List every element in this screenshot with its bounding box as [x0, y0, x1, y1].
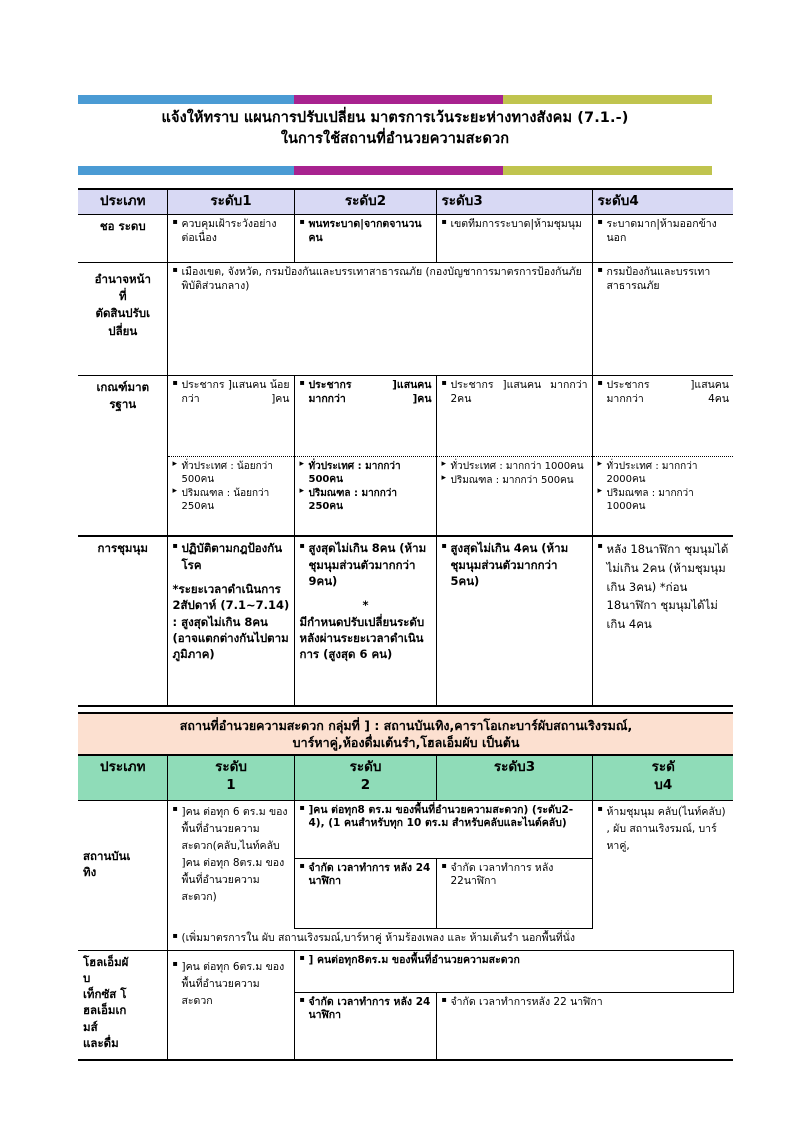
- row-label-gathering: การชุมนุม: [78, 536, 167, 706]
- row-entertainment-top: [78, 800, 733, 858]
- bullet-item: ▪ จำกัด เวลาทำการหลัง 22 นาฬิกา: [442, 996, 730, 1010]
- header-level-3-2: ระดับ3: [436, 755, 592, 800]
- header-line: 2: [360, 776, 371, 793]
- bullet-item: ▸ ปริมณฑล : มากกว่า 1000คน: [598, 487, 730, 513]
- bullet-item: ▪ สูงสุดไม่เกิน 8คน (ห้ามชุมนุมส่วนตัวมากกว่า 9คน): [300, 540, 432, 589]
- row-label-line: อำนาจหน้า: [94, 271, 151, 286]
- header-level-2-2: [294, 755, 436, 800]
- rule-segment-olive-2: [503, 166, 712, 175]
- measures-table: [78, 188, 733, 707]
- decorative-rule-bottom: [78, 166, 712, 175]
- cell-gathering-2: [294, 536, 436, 706]
- header-type-2: ประเภท: [78, 755, 167, 800]
- header-level-2: ระดับ2: [294, 189, 436, 214]
- cell-criteria-sub-4: [592, 456, 733, 536]
- row-holdem-top: [78, 950, 733, 992]
- cell-holdem-1: [167, 950, 294, 1060]
- header-line: บ4: [654, 776, 673, 793]
- rule-segment-blue: [78, 95, 294, 104]
- cell-level-name-4: [592, 214, 733, 262]
- bullet-item: ▪ ระบาดมาก|ห้ามออกข้างนอก: [598, 218, 730, 246]
- table-one-header-row: [78, 189, 733, 214]
- note-text: ระยะเวลาดำเนินการ 2สัปดาห์ (7.1~7.14) : สูงสุดไม่เกิน 8คน (อาจแตกต่างกันไปตามภูมิภาค): [172, 582, 290, 662]
- cell-gathering-4: [592, 536, 733, 706]
- gathering-note-1: [173, 581, 290, 663]
- cell-criteria-3: [436, 375, 592, 456]
- cell-holdem-2-hours: [294, 992, 436, 1060]
- row-label-line: รฐาน: [109, 397, 137, 412]
- row-criteria-sub: [78, 456, 733, 536]
- cell-criteria-sub-2: [294, 456, 436, 536]
- row-label-line: ทิง: [83, 865, 97, 880]
- bullet-item: ▪ หลัง 18นาฬิกา ชุมนุมได้ ไม่เกิน 2คน (ห้ามชุมนุมเกิน 3คน) *ก่อน 18นาฬิกา ชุมนุมได้ไม่เกิน 4คน: [598, 540, 730, 633]
- bullet-item: ▪ ประชากร ]แสนคน มากกว่า 2คน: [442, 379, 588, 407]
- bullet-item: ▪ กรมป้องกันและบรรเทาสาธารณภัย: [598, 266, 730, 294]
- row-gathering: [78, 536, 733, 706]
- bullet-item: ▪ ประชากร ]แสนคน น้อยกว่า ]คน: [173, 379, 290, 407]
- cell-entertainment-2-hours: [294, 858, 436, 928]
- row-label-line: และดื่ม: [83, 1036, 119, 1051]
- row-label-criteria: [78, 375, 167, 536]
- cell-level-name-1: [167, 214, 294, 262]
- spacer: [173, 574, 290, 581]
- cell-criteria-4: [592, 375, 733, 456]
- header-level-3: ระดับ3: [436, 189, 592, 214]
- cell-venue-note: [167, 928, 733, 950]
- header-level-1-2: [167, 755, 294, 800]
- table-two-header-row: [78, 755, 733, 800]
- decorative-rule-top: [78, 95, 712, 104]
- bullet-item: ▸ ทั่วประเทศ : มากกว่า 500คน: [300, 460, 432, 486]
- row-label-line: ปลี่ยน: [108, 323, 138, 338]
- header-line: ระดับ: [215, 759, 247, 775]
- bullet-item: ▪ ]คน ต่อทุก8 ตร.ม ของพื้นที่อำนวยความสะดวก) (ระดับ2-4), (1 คนสำหรับทุก 10 ตร.ม สำหรับคลับและไนต์คลับ): [300, 804, 588, 832]
- rule-segment-magenta: [294, 95, 503, 104]
- row-label-line: ที่: [118, 289, 127, 304]
- note-marker-2: *: [362, 598, 369, 613]
- venue-table: [78, 712, 734, 1061]
- cell-entertainment-2-3-top: [294, 800, 592, 858]
- row-criteria: [78, 375, 733, 456]
- bullet-item: ▸ ทั่วประเทศ : มากกว่า 2000คน: [598, 460, 730, 486]
- row-label-level-name: ชอ ระดบ: [78, 214, 167, 262]
- row-venue-note: [78, 928, 733, 950]
- cell-gathering-3: [436, 536, 592, 706]
- bullet-item: ▪ ]คน ต่อทุก 6 ตร.ม ของพื้นที่อำนวยความสะดวก(คลับ,ไนท์คลับ ]คน ต่อทุก 8ตร.ม ของพื้นที่อำนวยความสะดวก): [173, 804, 290, 906]
- bullet-item: ▪ ประชากร ]แสนคน มากกว่า ]คน: [300, 379, 432, 407]
- row-label-entertainment: [78, 800, 167, 928]
- cell-criteria-sub-3: [436, 456, 592, 536]
- rule-segment-blue-2: [78, 166, 294, 175]
- bullet-item: ▸ ปริมณฑล : มากกว่า 500คน: [442, 474, 588, 487]
- row-label-holdem: [78, 950, 167, 1060]
- row-label-line: ฮลเอ็มเก: [83, 1003, 127, 1018]
- bullet-item: ▪ ควบคุมเฝ้าระวังอย่างต่อเนื่อง: [173, 218, 290, 246]
- bullet-item: ▪ ]คน ต่อทุก 6ตร.ม ของพื้นที่อำนวยความสะดวก: [173, 959, 290, 1010]
- cell-criteria-1: [167, 375, 294, 456]
- bullet-item: ▸ ปริมณฑล : มากกว่า 250คน: [300, 487, 432, 513]
- cell-gathering-1: [167, 536, 294, 706]
- cell-level-name-3: [436, 214, 592, 262]
- venue-group-banner: [78, 713, 733, 755]
- row-authority: [78, 262, 733, 375]
- bullet-item: ▪ (เพิ่มมาตรการใน ผับ สถานเริงรมณ์,บาร์หาคู่ ห้ามร้องเพลง และ ห้ามเต้นรำ นอกพื้นที่นั่ง: [173, 932, 730, 946]
- note-marker: *: [172, 582, 179, 597]
- header-line: ระดับ: [349, 759, 382, 775]
- cell-criteria-sub-1: [167, 456, 294, 536]
- cell-criteria-2: [294, 375, 436, 456]
- header-level-4: ระดับ4: [592, 189, 733, 214]
- row-label-line: โฮลเอ็มผั: [83, 954, 129, 969]
- row-label-line: เท็กซัส โ: [83, 987, 127, 1002]
- row-level-name: [78, 214, 733, 262]
- cell-entertainment-1: [167, 800, 294, 928]
- document-title: [78, 108, 712, 149]
- row-label-line: ตัดสินปรับเ: [95, 306, 151, 321]
- header-type: ประเภท: [78, 189, 167, 214]
- venue-group-banner-row: [78, 713, 733, 755]
- header-level-1: ระดับ1: [167, 189, 294, 214]
- bullet-item: ▪ พนทระบาด|จากตจานวนคน: [300, 218, 432, 246]
- bullet-item: ▪ เขตทีมการระบาด|ห้ามชุมนุม: [442, 218, 588, 232]
- row-label-authority: [78, 262, 167, 375]
- rule-segment-magenta-2: [294, 166, 503, 175]
- gathering-note-2: มีกำหนดปรับเปลี่ยนระดับ หลังผ่านระยะเวลาดำเนินการ (สูงสุด 6 คน): [299, 614, 425, 662]
- cell-level-name-2: [294, 214, 436, 262]
- cell-entertainment-4: [592, 800, 733, 928]
- banner-line-2: บาร์หาคู่,ห้องดื่มเต้นรำ,โฮลเอ็มผับ เป็นต้น: [292, 735, 520, 750]
- cell-authority-4: [592, 262, 733, 375]
- bullet-item: ▪ ประชากร ]แสนคน มากกว่า 4คน: [598, 379, 730, 407]
- cell-note-spacer: [78, 928, 167, 950]
- title-line-2: ในการใช้สถานที่อำนวยความสะดวก: [280, 130, 510, 147]
- row-label-line: สถานบันเ: [83, 848, 131, 863]
- bullet-item: ▸ ทั่วประเทศ : มากกว่า 1000คน: [442, 460, 588, 473]
- rule-segment-olive: [503, 95, 712, 104]
- header-line: ระดั: [651, 759, 675, 775]
- cell-authority-1-3: [167, 262, 592, 375]
- bullet-item: ▪ จำกัด เวลาทำการ หลัง 24 นาฬิกา: [300, 996, 432, 1024]
- bullet-item: ▸ ทั่วประเทศ : น้อยกว่า 500คน: [173, 460, 290, 486]
- header-level-4-2: [592, 755, 733, 800]
- bullet-item: ▪ ] คนต่อทุก8ตร.ม ของพื้นที่อำนวยความสะดวก: [300, 954, 729, 968]
- title-line-1: แจ้งให้ทราบ แผนการปรับเปลี่ยน มาตรการเว้นระยะห่างทางสังคม (7.1.-): [161, 110, 629, 126]
- bullet-item: ▪ ห้ามชุมนุม คลับ(ไนท์คลับ) , ผับ สถานเริงรมณ์, บาร์หาคู่,: [598, 804, 730, 855]
- bullet-item: ▪ สูงสุดไม่เกิน 4คน (ห้ามชุมนุมส่วนตัวมากกว่า 5คน): [442, 540, 588, 589]
- cell-holdem-3-hours: [436, 992, 733, 1060]
- bullet-item: ▪ เมืองเขต, จังหวัด, กรมป้องกันและบรรเทาสาธารณภัย (กองบัญชาการมาตรการป้องกันภัยพิบัติส่วนกลาง): [173, 266, 588, 294]
- row-label-line: เกณฑ์มาต: [96, 379, 150, 394]
- spacer: [300, 590, 432, 597]
- banner-line-1: สถานที่อำนวยความสะดวก กลุ่มที่ ] : สถานบันเทิง,คาราโอเกะบาร์ผับสถานเริงรมณ์,: [179, 718, 633, 733]
- header-line: 1: [226, 776, 236, 793]
- cell-holdem-2-top: [294, 950, 733, 992]
- bullet-item: ▪ จำกัด เวลาทำการ หลัง 22นาฬิกา: [442, 862, 588, 890]
- cell-entertainment-3-hours: [436, 858, 592, 928]
- row-label-line: มส์: [83, 1019, 98, 1034]
- bullet-item: ▸ ปริมณฑล : น้อยกว่า 250คน: [173, 487, 290, 513]
- bullet-item: ▪ จำกัด เวลาทำการ หลัง 24 นาฬิกา: [300, 862, 432, 890]
- bullet-item: ▪ ปฏิบัติตามกฎป้องกันโรค: [173, 540, 290, 573]
- row-label-line: บ: [83, 970, 91, 985]
